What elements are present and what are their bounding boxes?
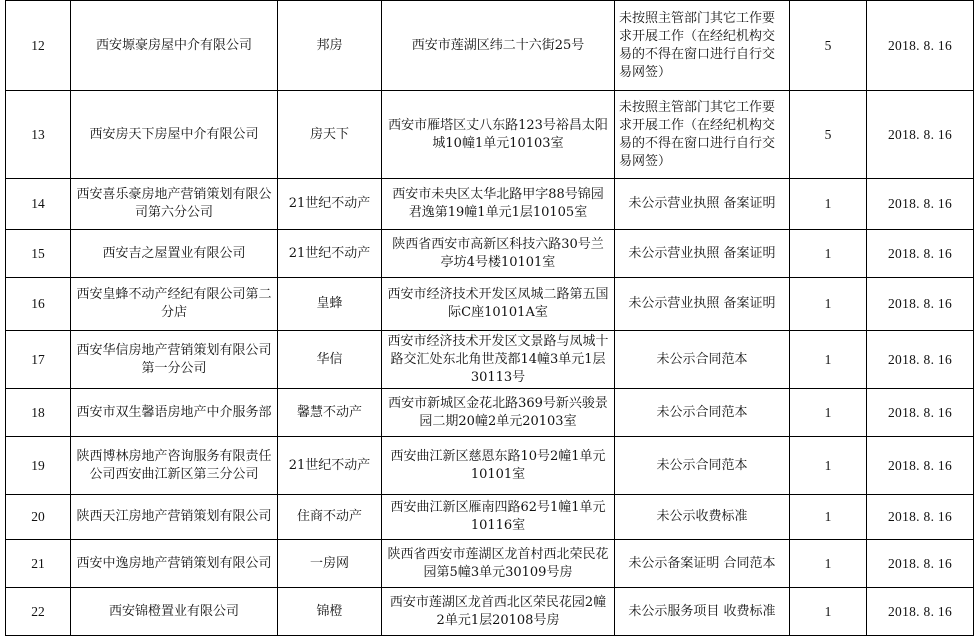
brand-name: 华信	[278, 331, 382, 389]
brand-name: 21世纪不动产	[278, 230, 382, 278]
table-row	[6, 437, 974, 495]
brand-name: 21世纪不动产	[278, 179, 382, 230]
store-address: 西安市新城区金花北路369号新兴骏景园二期20幢2单元20103室	[382, 389, 615, 437]
penalty-count: 5	[790, 91, 867, 179]
table-row	[6, 389, 974, 437]
penalty-table	[5, 0, 974, 636]
brand-name: 馨慧不动产	[278, 389, 382, 437]
store-address: 陕西省西安市莲湖区龙首村西北荣民花园第5幢3单元30109号房	[382, 540, 615, 588]
row-number: 22	[6, 588, 71, 636]
record-date: 2018. 8. 16	[867, 179, 974, 230]
record-date: 2018. 8. 16	[867, 1, 974, 91]
company-name: 西安皇蜂不动产经纪有限公司第二分店	[71, 278, 278, 331]
violation-issue: 未公示合同范本	[615, 331, 790, 389]
row-number: 15	[6, 230, 71, 278]
violation-issue: 未公示合同范本	[615, 437, 790, 495]
row-number: 17	[6, 331, 71, 389]
store-address: 西安市经济技术开发区凤城二路第五国际C座10101A室	[382, 278, 615, 331]
brand-name: 21世纪不动产	[278, 437, 382, 495]
penalty-count: 1	[790, 278, 867, 331]
row-number: 18	[6, 389, 71, 437]
store-address: 西安市未央区太华北路甲字88号锦园君逸第19幢1单元1层10105室	[382, 179, 615, 230]
store-address: 西安市莲湖区纬二十六街25号	[382, 1, 615, 91]
record-date: 2018. 8. 16	[867, 588, 974, 636]
store-address: 西安市雁塔区丈八东路123号裕昌太阳城10幢1单元10103室	[382, 91, 615, 179]
row-number: 14	[6, 179, 71, 230]
record-date: 2018. 8. 16	[867, 230, 974, 278]
company-name: 西安房天下房屋中介有限公司	[71, 91, 278, 179]
brand-name: 邦房	[278, 1, 382, 91]
violation-issue: 未公示收费标准	[615, 495, 790, 540]
table-row	[6, 1, 974, 91]
penalty-count: 1	[790, 331, 867, 389]
violation-issue: 未按照主管部门其它工作要求开展工作（在经纪机构交易的不得在窗口进行自行交易网签）	[615, 91, 790, 179]
record-date: 2018. 8. 16	[867, 495, 974, 540]
company-name: 西安塬豪房屋中介有限公司	[71, 1, 278, 91]
row-number: 21	[6, 540, 71, 588]
row-number: 19	[6, 437, 71, 495]
company-name: 陕西博林房地产咨询服务有限责任公司西安曲江新区第三分公司	[71, 437, 278, 495]
company-name: 西安喜乐豪房地产营销策划有限公司第六分公司	[71, 179, 278, 230]
row-number: 12	[6, 1, 71, 91]
violation-issue: 未公示营业执照 备案证明	[615, 179, 790, 230]
brand-name: 房天下	[278, 91, 382, 179]
table-row	[6, 179, 974, 230]
company-name: 西安吉之屋置业有限公司	[71, 230, 278, 278]
record-date: 2018. 8. 16	[867, 331, 974, 389]
record-date: 2018. 8. 16	[867, 278, 974, 331]
record-date: 2018. 8. 16	[867, 91, 974, 179]
brand-name: 皇蜂	[278, 278, 382, 331]
table-row	[6, 91, 974, 179]
company-name: 西安锦橙置业有限公司	[71, 588, 278, 636]
penalty-count: 1	[790, 389, 867, 437]
table-row	[6, 495, 974, 540]
row-number: 16	[6, 278, 71, 331]
store-address: 西安市经济技术开发区文景路与凤城十路交汇处东北角世茂都14幢3单元1层30113号	[382, 331, 615, 389]
table-row	[6, 540, 974, 588]
penalty-count: 1	[790, 179, 867, 230]
company-name: 西安华信房地产营销策划有限公司第一分公司	[71, 331, 278, 389]
company-name: 西安市双生馨语房地产中介服务部	[71, 389, 278, 437]
store-address: 西安市莲湖区龙首西北区荣民花园2幢2单元1层20108号房	[382, 588, 615, 636]
brand-name: 住商不动产	[278, 495, 382, 540]
table-row	[6, 230, 974, 278]
record-date: 2018. 8. 16	[867, 437, 974, 495]
store-address: 西安曲江新区雁南四路62号1幢1单元10116室	[382, 495, 615, 540]
table-row	[6, 588, 974, 636]
record-date: 2018. 8. 16	[867, 389, 974, 437]
penalty-count: 5	[790, 1, 867, 91]
penalty-count: 1	[790, 437, 867, 495]
brand-name: 锦橙	[278, 588, 382, 636]
store-address: 西安曲江新区慈恩东路10号2幢1单元10101室	[382, 437, 615, 495]
violation-issue: 未公示服务项目 收费标准	[615, 588, 790, 636]
penalty-count: 1	[790, 540, 867, 588]
row-number: 13	[6, 91, 71, 179]
violation-issue: 未按照主管部门其它工作要求开展工作（在经纪机构交易的不得在窗口进行自行交易网签）	[615, 1, 790, 91]
row-number: 20	[6, 495, 71, 540]
violation-issue: 未公示营业执照 备案证明	[615, 230, 790, 278]
brand-name: 一房网	[278, 540, 382, 588]
company-name: 西安中逸房地产营销策划有限公司	[71, 540, 278, 588]
violation-issue: 未公示备案证明 合同范本	[615, 540, 790, 588]
violation-issue: 未公示营业执照 备案证明	[615, 278, 790, 331]
record-date: 2018. 8. 16	[867, 540, 974, 588]
penalty-count: 1	[790, 230, 867, 278]
violation-issue: 未公示合同范本	[615, 389, 790, 437]
store-address: 陕西省西安市高新区科技六路30号兰亭坊4号楼10101室	[382, 230, 615, 278]
penalty-count: 1	[790, 588, 867, 636]
table-row	[6, 331, 974, 389]
penalty-count: 1	[790, 495, 867, 540]
table-body	[6, 1, 974, 636]
table-row	[6, 278, 974, 331]
company-name: 陕西天江房地产营销策划有限公司	[71, 495, 278, 540]
